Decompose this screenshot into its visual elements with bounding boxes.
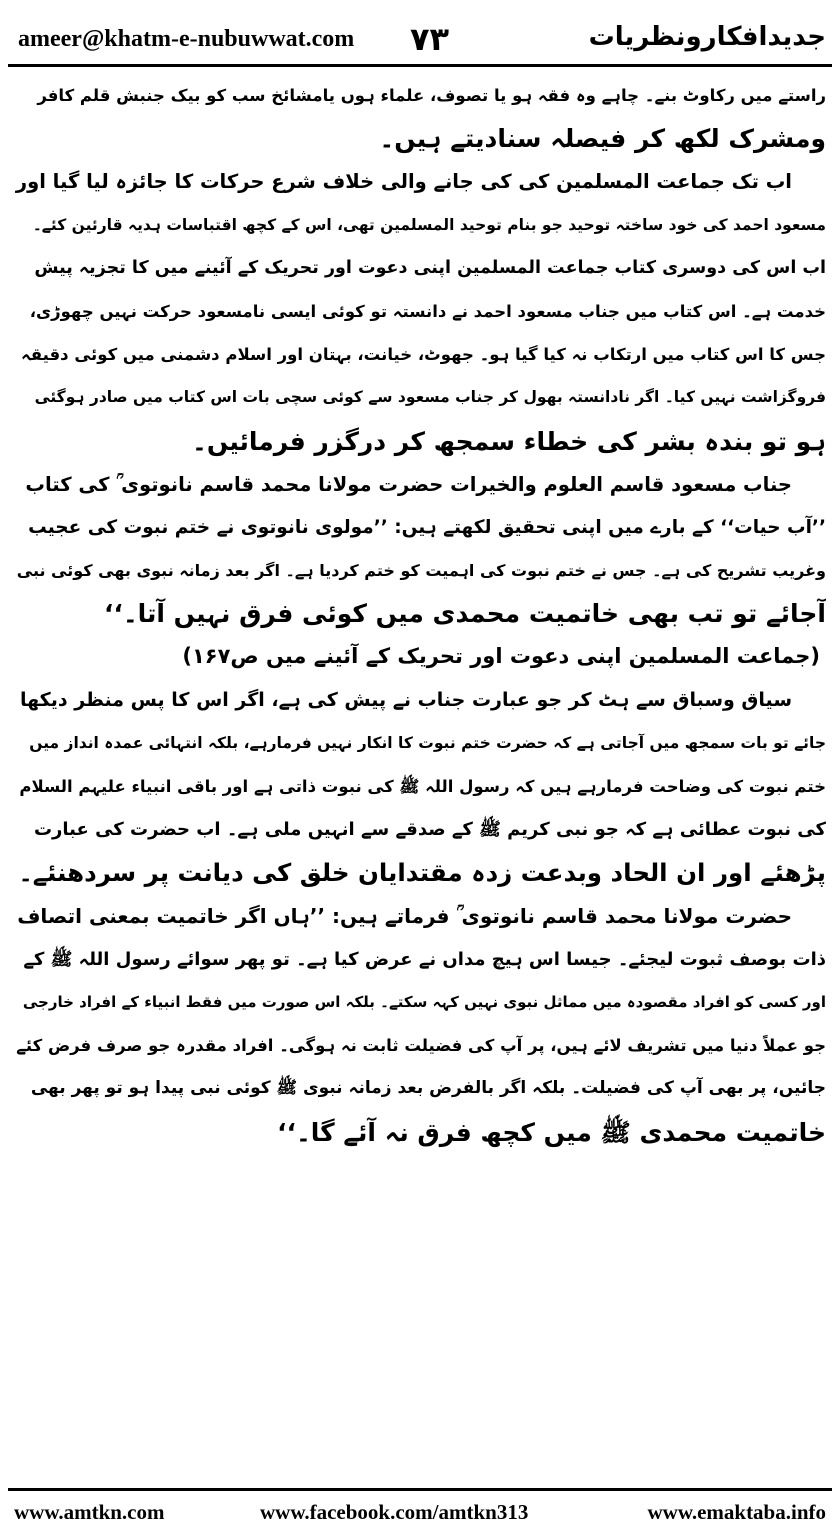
text-line: جناب مسعود قاسم العلوم والخیرات حضرت مولانا محمد قاسم نانوتوی ؒ کی کتاب [25,472,792,496]
text-line: آجائے تو تب بھی خاتمیت محمدی میں کوئی فرق نہیں آتا۔‘‘ [103,599,826,629]
text-line: جائے تو بات سمجھ میں آجاتی ہے کہ حضرت ختم نبوت کا انکار نہیں فرمارہے، بلکہ انتہائی عمدہ انداز میں [29,733,826,752]
text-line: حضرت مولانا محمد قاسم نانوتوی ؒ فرماتے ہیں: ’’ہاں اگر خاتمیت بمعنی اتصاف [17,903,792,928]
page-number: ۷۳ [410,20,450,58]
text-line: فروگزاشت نہیں کیا۔ اگر نادانستہ بھول کر جناب مسعود سے کوئی سچی بات اس کتاب میں صادر ہوگئی [34,388,826,407]
page-header [18,18,826,70]
text-line: اب اس کی دوسری کتاب جماعت المسلمین اپنی دعوت اور تحریک کے آئینے میں کا تجزیہ پیش [34,257,826,278]
page-footer [14,1500,826,1530]
text-line: ذات بوصف ثبوت لیجئے۔ جیسا اس ہیچ مداں نے عرض کیا ہے۔ تو پھر سوائے رسول اللہ ﷺ کے [23,948,826,970]
text-line: ومشرک لکھ کر فیصلہ سنادیتے ہیں۔ [379,124,826,154]
text-line: ہو تو بندہ بشر کی خطاء سمجھ کر درگزر فرمائیں۔ [192,426,826,456]
text-line: خاتمیت محمدی ﷺ میں کچھ فرق نہ آئے گا۔‘‘ [277,1117,826,1147]
text-line: مسعود احمد کی خود ساختہ توحید جو بنام توحید المسلمین تھی، اس کے کچھ اقتباسات ہدیہ قارئین کئے۔ [32,215,826,234]
text-line: جو عملاً دنیا میں تشریف لائے ہیں، پر آپ کی فضیلت ثابت نہ ہوگی۔ افراد مقدرہ جو صرف فرض کئے [16,1036,826,1056]
text-line: اور کسی کو افراد مقصودہ میں مماثل نبوی نہیں کہہ سکتے۔ بلکہ اس صورت میں فقط انبیاء کے افراد خارجی [22,992,826,1011]
text-line: راستے میں رکاوٹ بنے۔ چاہے وہ فقہ ہو یا تصوف، علماء ہوں یامشائخ سب کو بیک جنبش قلم کافر [37,86,826,105]
text-line: سیاق وسباق سے ہٹ کر جو عبارت جناب نے پیش کی ہے، اگر اس کا پس منظر دیکھا [19,688,792,711]
text-line: وغریب تشریح کی ہے۔ جس نے ختم نبوت کی اہمیت کو ختم کردیا ہے۔ اگر بعد زمانہ نبوی بھی کوئی نبی [16,561,826,581]
book-title: جدیدافکارونظریات [588,22,826,52]
footer-divider [8,1488,832,1491]
text-line: جس کا اس کتاب میں ارتکاب نہ کیا گیا ہو۔ جھوٹ، خیانت، بہتان اور اسلام دشمنی میں کوئی دقیقہ [21,345,826,365]
footer-link-amtkn[interactable]: www.amtkn.com [14,1500,165,1524]
text-line: جائیں، پر بھی آپ کی فضیلت۔ بلکہ اگر بالفرض بعد زمانہ نبوی ﷺ کوئی نبی پیدا ہو تو پھر بھی [30,1078,826,1099]
text-line: کی نبوت عطائی ہے کہ جو نبی کریم ﷺ کے صدقے سے انہیں ملی ہے۔ اب حضرت کی عبارت [33,819,826,841]
header-divider [8,64,832,67]
reference-line: (جماعت المسلمین اپنی دعوت اور تحریک کے آئینے میں ص۱۶۷) [182,644,820,669]
footer-link-emaktaba[interactable]: www.emaktaba.info [647,1500,826,1524]
text-line: ’’آب حیات‘‘ کے بارے میں اپنی تحقیق لکھتے ہیں: ’’مولوی نانوتوی نے ختم نبوت کی عجیب [28,516,826,538]
text-line: پڑھئے اور ان الحاد وبدعت زدہ مقتدایان خلق کی دیانت پر سردھنئے۔ [18,858,826,888]
page-body [14,74,826,1478]
header-email: ameer@khatm-e-nubuwwat.com [18,26,355,52]
text-line: خدمت ہے۔ اس کتاب میں جناب مسعود احمد نے دانستہ تو کوئی ایسی نامسعود حرکت نہیں چھوڑی، [29,301,826,321]
footer-link-facebook[interactable]: www.facebook.com/amtkn313 [260,1500,529,1524]
text-line: اب تک جماعت المسلمین کی کی جانے والی خلاف شرع حرکات کا جائزہ لیا گیا اور [15,170,792,194]
text-line: ختم نبوت کی وضاحت فرمارہے ہیں کہ رسول اللہ ﷺ کی نبوت ذاتی ہے اور باقی انبیاء علیہم السلام [19,777,826,796]
